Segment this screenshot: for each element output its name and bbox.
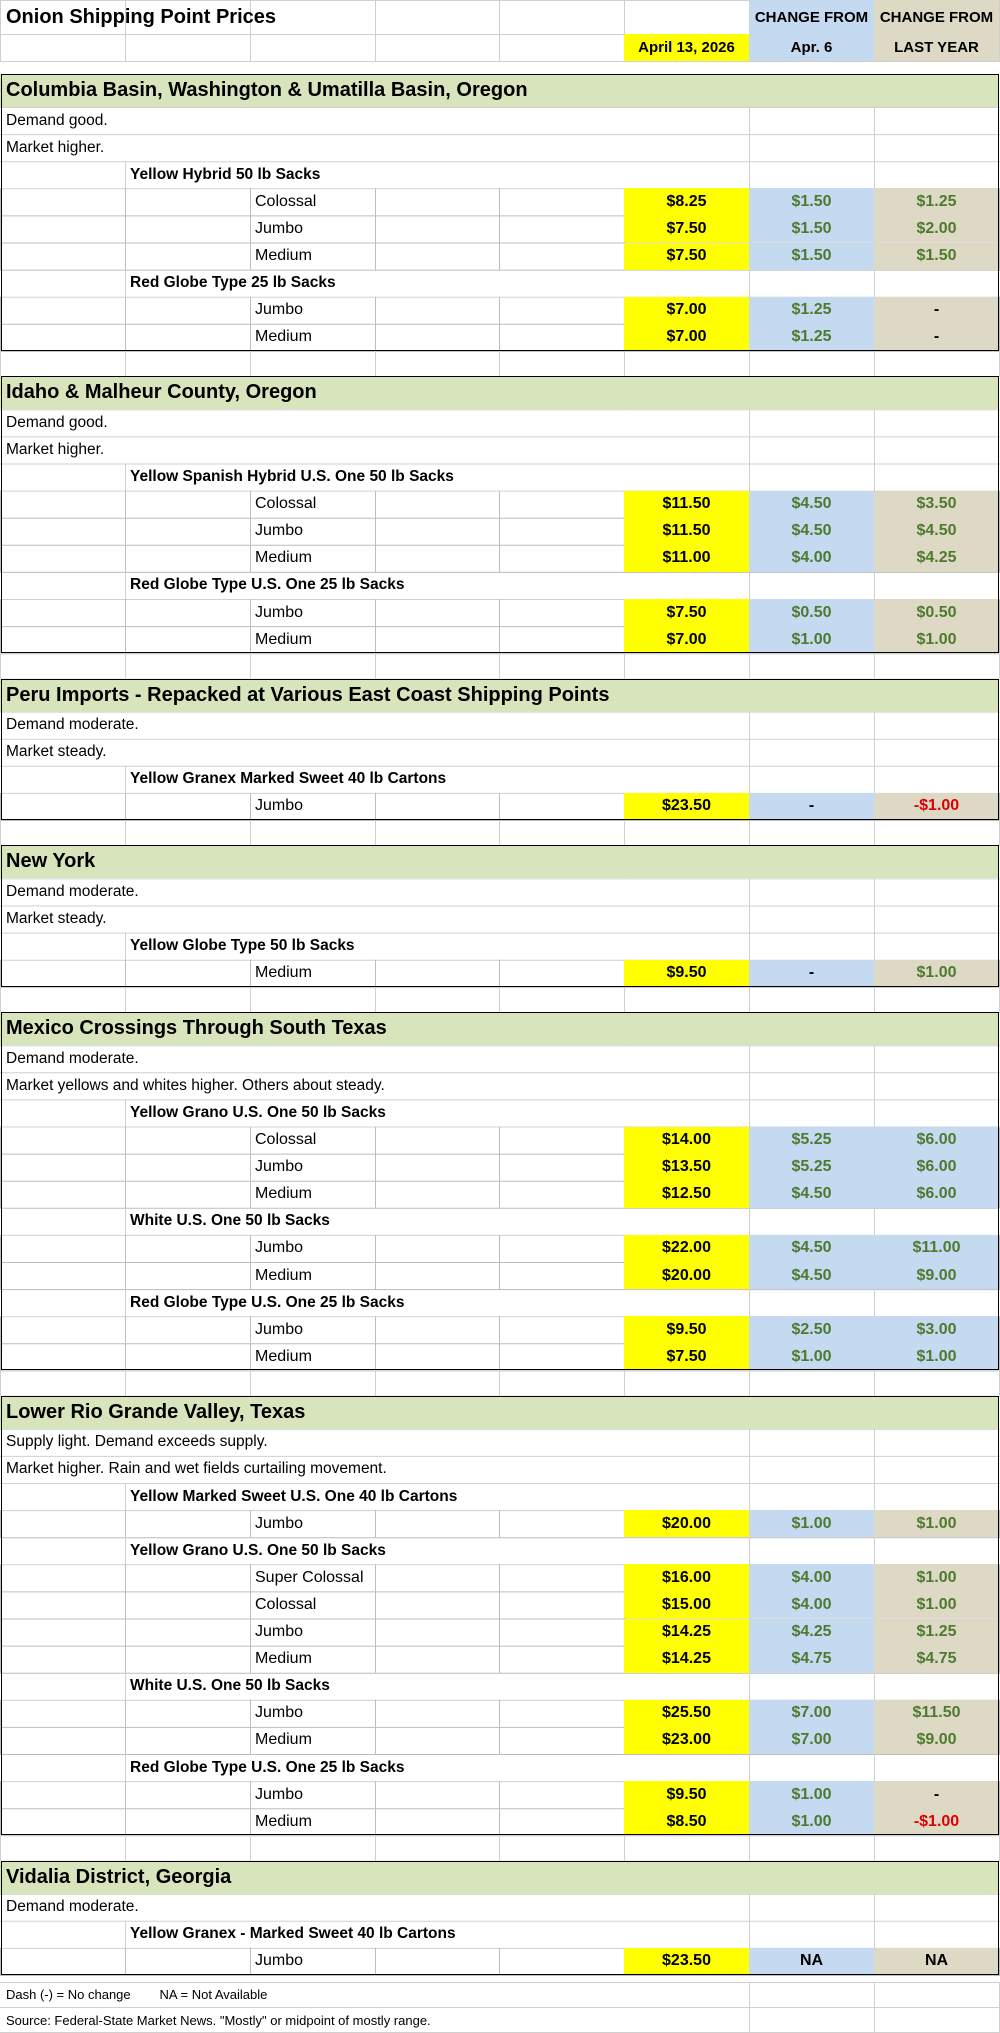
price-cell: $23.50	[624, 793, 749, 820]
week-change-cell: $1.50	[749, 243, 874, 270]
year-change-cell: $4.75	[874, 1646, 999, 1673]
week-change-cell: $1.00	[749, 1808, 874, 1835]
year-change-cell: -$1.00	[874, 793, 999, 820]
week-change-cell: $2.50	[749, 1316, 874, 1343]
header-row-1	[0, 0, 1000, 34]
commodity-label: Yellow Hybrid 50 lb Sacks	[130, 165, 321, 183]
size-label: Jumbo	[255, 1514, 304, 1532]
region-section-border	[1, 376, 999, 653]
week-change-cell: $4.50	[749, 491, 874, 518]
year-change-cell: $1.50	[874, 243, 999, 270]
week-change-cell: $1.25	[749, 324, 874, 351]
year-change-cell: -	[874, 324, 999, 351]
size-label: Colossal	[255, 192, 317, 210]
size-label: Colossal	[255, 1595, 317, 1613]
region-section-border	[1, 679, 999, 820]
size-label: Medium	[255, 1650, 312, 1668]
week-change-cell: $4.00	[749, 1564, 874, 1591]
year-change-cell: $9.00	[874, 1727, 999, 1754]
year-change-cell: $1.00	[874, 1591, 999, 1618]
market-note: Market yellows and whites higher. Others about steady.	[6, 1076, 385, 1094]
size-label: Jumbo	[255, 603, 304, 621]
commodity-label: Yellow Spanish Hybrid U.S. One 50 lb Sacks	[130, 468, 454, 486]
commodity-label: Yellow Grano U.S. One 50 lb Sacks	[130, 1541, 386, 1559]
commodity-label: Yellow Marked Sweet U.S. One 40 lb Cartons	[130, 1487, 458, 1505]
price-cell: $14.00	[624, 1127, 749, 1154]
year-change-cell: NA	[874, 1948, 999, 1975]
market-note: Market steady.	[6, 743, 107, 761]
week-change-cell: $4.50	[749, 518, 874, 545]
week-change-cell: NA	[749, 1948, 874, 1975]
size-label: Medium	[255, 1812, 312, 1830]
region-section-border	[1, 1861, 999, 1975]
market-note: Demand moderate.	[6, 716, 139, 734]
year-change-cell: $3.50	[874, 491, 999, 518]
size-label: Medium	[255, 630, 312, 648]
size-label: Jumbo	[255, 797, 304, 815]
price-cell: $22.00	[624, 1235, 749, 1262]
year-change-cell: $1.00	[874, 626, 999, 653]
price-cell: $23.50	[624, 1948, 749, 1975]
size-label: Jumbo	[255, 301, 304, 319]
region-section-border	[1, 74, 999, 351]
year-change-cell: $3.00	[874, 1316, 999, 1343]
size-label: Super Colossal	[255, 1568, 364, 1586]
price-cell: $7.50	[624, 599, 749, 626]
footnote-source: Source: Federal-State Market News. "Mostly" or midpoint of mostly range.	[6, 2012, 431, 2028]
week-change-cell: $4.50	[749, 1235, 874, 1262]
week-change-cell: $5.25	[749, 1154, 874, 1181]
week-change-cell: $1.50	[749, 188, 874, 215]
price-cell: $11.50	[624, 491, 749, 518]
price-cell: $9.50	[624, 1316, 749, 1343]
price-cell: $8.25	[624, 188, 749, 215]
page-title: Onion Shipping Point Prices	[6, 5, 277, 28]
region-title: Vidalia District, Georgia	[6, 1865, 232, 1888]
size-label: Jumbo	[255, 1320, 304, 1338]
size-label: Jumbo	[255, 1623, 304, 1641]
week-change-cell: $1.00	[749, 626, 874, 653]
year-change-cell: $9.00	[874, 1262, 999, 1289]
market-note: Demand moderate.	[6, 1898, 139, 1916]
price-cell: $7.00	[624, 297, 749, 324]
commodity-label: Red Globe Type U.S. One 25 lb Sacks	[130, 576, 405, 594]
week-change-cell: $4.75	[749, 1646, 874, 1673]
year-change-cell: $4.50	[874, 518, 999, 545]
week-change-cell: $4.50	[749, 1262, 874, 1289]
market-note: Market higher.	[6, 440, 105, 458]
size-label: Jumbo	[255, 1952, 304, 1970]
change-year-header-bottom: LAST YEAR	[874, 34, 999, 61]
week-change-cell: $1.25	[749, 297, 874, 324]
market-note: Supply light. Demand exceeds supply.	[6, 1433, 268, 1451]
size-label: Colossal	[255, 495, 317, 513]
week-change-cell: $4.00	[749, 1591, 874, 1618]
region-section-border	[1, 845, 999, 986]
price-cell: $20.00	[624, 1510, 749, 1537]
price-cell: $13.50	[624, 1154, 749, 1181]
size-label: Medium	[255, 1266, 312, 1284]
price-cell: $7.00	[624, 626, 749, 653]
market-note: Market steady.	[6, 910, 107, 928]
change-year-header-top: CHANGE FROM	[874, 0, 999, 34]
year-change-cell: $1.00	[874, 1343, 999, 1370]
size-label: Medium	[255, 1347, 312, 1365]
footnote-legend-row	[0, 1982, 1000, 2007]
commodity-label: Yellow Globe Type 50 lb Sacks	[130, 937, 355, 955]
week-change-cell: $5.25	[749, 1127, 874, 1154]
market-note: Demand good.	[6, 413, 108, 431]
week-change-cell: $7.00	[749, 1727, 874, 1754]
week-change-cell: $0.50	[749, 599, 874, 626]
size-label: Jumbo	[255, 219, 304, 237]
year-change-cell: -	[874, 297, 999, 324]
price-cell: $15.00	[624, 1591, 749, 1618]
commodity-label: Red Globe Type U.S. One 25 lb Sacks	[130, 1293, 405, 1311]
year-change-cell: $0.50	[874, 599, 999, 626]
price-cell: $8.50	[624, 1808, 749, 1835]
commodity-label: White U.S. One 50 lb Sacks	[130, 1212, 330, 1230]
price-cell: $25.50	[624, 1700, 749, 1727]
size-label: Medium	[255, 1185, 312, 1203]
week-change-cell: $1.00	[749, 1343, 874, 1370]
week-change-cell: $4.50	[749, 1181, 874, 1208]
year-change-cell: $11.50	[874, 1700, 999, 1727]
region-title: Idaho & Malheur County, Oregon	[6, 381, 317, 404]
year-change-cell: $6.00	[874, 1181, 999, 1208]
year-change-cell: $11.00	[874, 1235, 999, 1262]
year-change-cell: $6.00	[874, 1154, 999, 1181]
size-label: Jumbo	[255, 1158, 304, 1176]
market-note: Market higher. Rain and wet fields curtailing movement.	[6, 1460, 387, 1478]
year-change-cell: $1.00	[874, 1510, 999, 1537]
price-cell: $14.25	[624, 1646, 749, 1673]
week-change-cell: $7.00	[749, 1700, 874, 1727]
header-row-2	[0, 34, 1000, 61]
week-change-cell: -	[749, 793, 874, 820]
market-note: Demand moderate.	[6, 882, 139, 900]
commodity-label: Red Globe Type U.S. One 25 lb Sacks	[130, 1758, 405, 1776]
year-change-cell: $1.25	[874, 188, 999, 215]
week-change-cell: $1.50	[749, 215, 874, 242]
region-section-border	[1, 1012, 999, 1370]
price-cell: $11.50	[624, 518, 749, 545]
year-change-cell: $1.25	[874, 1619, 999, 1646]
price-cell: $9.50	[624, 1781, 749, 1808]
commodity-label: Yellow Granex - Marked Sweet 40 lb Cartons	[130, 1925, 456, 1943]
week-change-cell: $1.00	[749, 1781, 874, 1808]
price-cell: $7.50	[624, 215, 749, 242]
size-label: Medium	[255, 549, 312, 567]
week-change-cell: $1.00	[749, 1510, 874, 1537]
price-cell: $7.50	[624, 1343, 749, 1370]
price-cell: $7.00	[624, 324, 749, 351]
year-change-cell: -$1.00	[874, 1808, 999, 1835]
price-cell: $14.25	[624, 1619, 749, 1646]
size-label: Jumbo	[255, 1785, 304, 1803]
year-change-cell: $1.00	[874, 1564, 999, 1591]
year-change-cell: -	[874, 1781, 999, 1808]
price-cell: $9.50	[624, 960, 749, 987]
size-label: Medium	[255, 964, 312, 982]
price-cell: $12.50	[624, 1181, 749, 1208]
price-cell: $23.00	[624, 1727, 749, 1754]
region-title: Peru Imports - Repacked at Various East Coast Shipping Points	[6, 683, 610, 706]
year-change-cell: $1.00	[874, 960, 999, 987]
size-label: Colossal	[255, 1131, 317, 1149]
size-label: Jumbo	[255, 1239, 304, 1257]
commodity-label: Yellow Grano U.S. One 50 lb Sacks	[130, 1103, 386, 1121]
commodity-label: Red Globe Type 25 lb Sacks	[130, 274, 336, 292]
price-cell: $16.00	[624, 1564, 749, 1591]
price-cell: $20.00	[624, 1262, 749, 1289]
year-change-cell: $4.25	[874, 545, 999, 572]
commodity-label: Yellow Granex Marked Sweet 40 lb Cartons	[130, 770, 447, 788]
price-cell: $11.00	[624, 545, 749, 572]
price-date-header: April 13, 2026	[624, 34, 749, 61]
region-title: Mexico Crossings Through South Texas	[6, 1017, 387, 1040]
week-change-cell: -	[749, 960, 874, 987]
region-title: Columbia Basin, Washington & Umatilla Basin, Oregon	[6, 79, 528, 101]
size-label: Medium	[255, 328, 312, 346]
change-week-header-bottom: Apr. 6	[749, 34, 874, 61]
market-note: Demand good.	[6, 111, 108, 129]
year-change-cell: $6.00	[874, 1127, 999, 1154]
market-note: Demand moderate.	[6, 1049, 139, 1067]
commodity-label: White U.S. One 50 lb Sacks	[130, 1677, 330, 1695]
region-title: New York	[6, 850, 96, 873]
footnote-source-row	[0, 2007, 1000, 2033]
week-change-cell: $4.25	[749, 1619, 874, 1646]
size-label: Medium	[255, 1731, 312, 1749]
footnote-legend: Dash (-) = No change NA = Not Available	[6, 1987, 268, 2002]
market-note: Market higher.	[6, 138, 105, 156]
size-label: Medium	[255, 247, 312, 265]
size-label: Jumbo	[255, 522, 304, 540]
region-title: Lower Rio Grande Valley, Texas	[6, 1400, 306, 1423]
price-cell: $7.50	[624, 243, 749, 270]
size-label: Jumbo	[255, 1704, 304, 1722]
change-week-header-top: CHANGE FROM	[749, 0, 874, 34]
week-change-cell: $4.00	[749, 545, 874, 572]
region-section-border	[1, 1396, 999, 1836]
year-change-cell: $2.00	[874, 215, 999, 242]
